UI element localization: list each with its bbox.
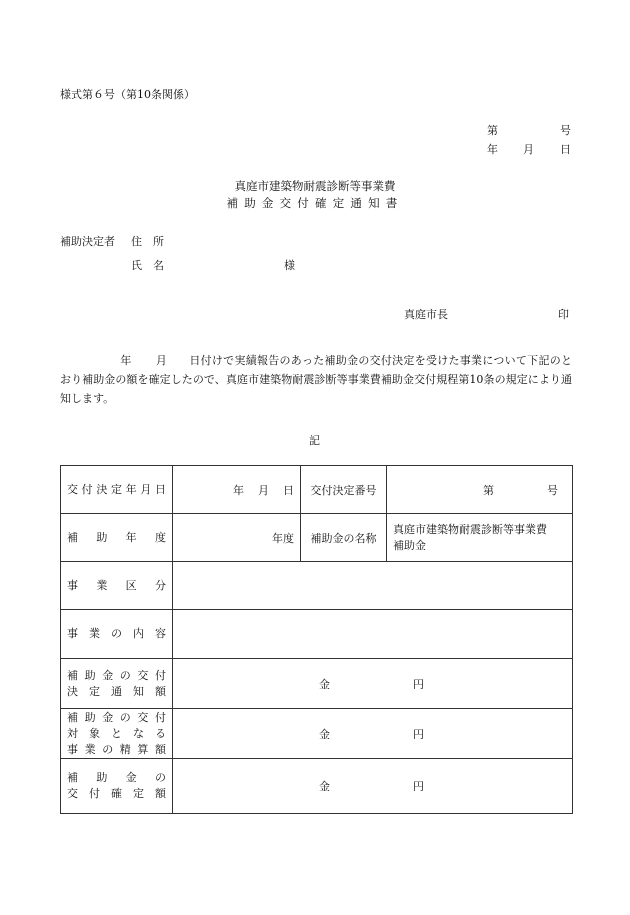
- header-hi: 日: [560, 143, 571, 156]
- cell-amount: 金 円: [173, 659, 573, 709]
- details-table: [60, 465, 573, 814]
- header-nen: 年: [487, 143, 498, 156]
- cell-date: 年 月 日: [173, 466, 301, 514]
- cell-amount: 金 円: [173, 759, 573, 814]
- cell-label: 事業区分: [61, 562, 173, 610]
- cell-label: 交付決定番号: [301, 466, 387, 514]
- table-row: [61, 709, 573, 759]
- title-line1: 真庭市建築物耐震診断等事業費: [234, 179, 396, 193]
- notice-body: 年 月 日付けで実績報告のあった補助金の交付決定を受けた事業について下記のとおり補助金の額を確定したので、真庭市建築物耐震診断等事業費補助金交付規程第10条の規定により通知します。: [60, 354, 573, 405]
- table-row: [61, 759, 573, 814]
- table-row: [61, 514, 573, 562]
- address-label: 住 所: [131, 235, 164, 248]
- sama-label: 様: [284, 259, 295, 272]
- cell-label: 補助金の交付 対象となる 事業の精算額: [61, 709, 173, 759]
- cell-label: 補助金の名称: [301, 514, 387, 562]
- issuer-name: 真庭市長: [404, 308, 448, 321]
- header-go: 号: [560, 124, 571, 137]
- ki-label: 記: [309, 434, 320, 447]
- cell-label: 事業の内容: [61, 610, 173, 659]
- cell-label: 補助年度: [61, 514, 173, 562]
- cell-label: 補助金の交付 決定通知額: [61, 659, 173, 709]
- cell-label: 補助金の 交付確定額: [61, 759, 173, 814]
- cell-value: [173, 562, 573, 610]
- header-dai: 第: [487, 124, 498, 137]
- cell-number: 第 号: [387, 466, 573, 514]
- header-tsuki: 月: [523, 143, 534, 156]
- table-row: [61, 610, 573, 659]
- recipient-label: 補助決定者: [60, 235, 115, 248]
- cell-year: 年度: [173, 514, 301, 562]
- seal-mark: 印: [558, 308, 569, 321]
- cell-amount: 金 円: [173, 709, 573, 759]
- name-label: 氏 名: [131, 259, 164, 272]
- title-line2: 補助金交付確定通知書: [226, 196, 404, 210]
- table-row: [61, 466, 573, 514]
- cell-value: [173, 610, 573, 659]
- form-label: 様式第６号（第10条関係）: [60, 88, 195, 101]
- cell-label: 交付決定年月日: [61, 466, 173, 514]
- cell-subsidy-name: 真庭市建築物耐震診断等事業費 補助金: [387, 514, 573, 562]
- table-row: [61, 659, 573, 709]
- table-row: [61, 562, 573, 610]
